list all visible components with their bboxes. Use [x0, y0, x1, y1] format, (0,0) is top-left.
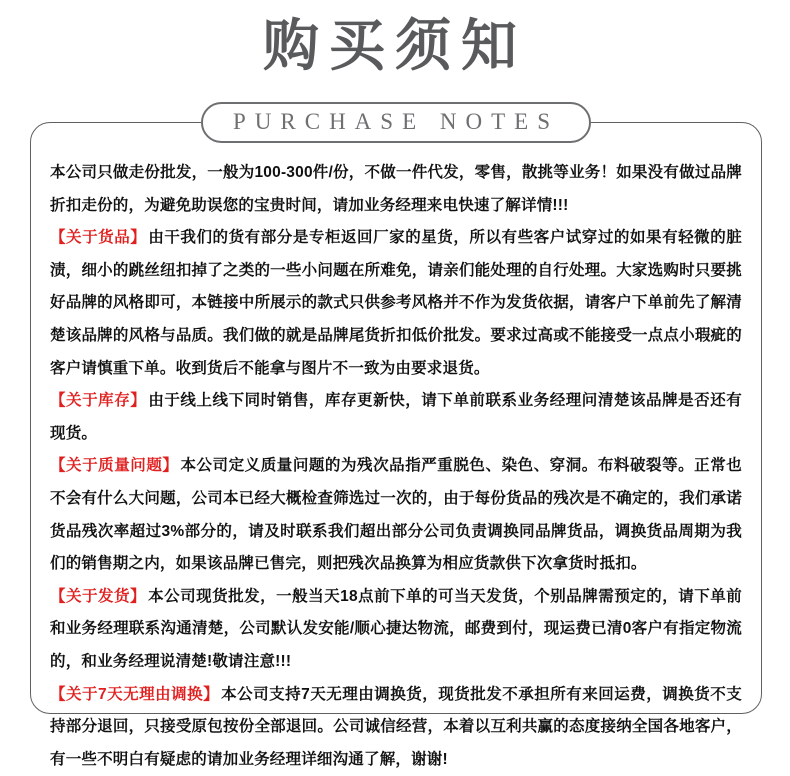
notes-panel	[30, 122, 762, 714]
section-shipping	[50, 581, 742, 679]
page-subtitle: PURCHASE NOTES	[233, 109, 559, 134]
section-exchange-label: 【关于7天无理由调换】	[50, 686, 221, 703]
purchase-notes-page	[0, 14, 790, 757]
section-goods-label: 【关于货品】	[50, 229, 148, 246]
section-exchange-text: 本公司支持7天无理由调换货，现货批发不承担所有来回运费，调换货不支持部分退回，只接受原包按份全部退回。公司诚信经营，本着以互利共赢的态度接纳全国各地客户，有一些不明白有疑虑的请加业务经理详细沟通了解，谢谢!	[50, 686, 742, 768]
section-shipping-label: 【关于发货】	[50, 588, 148, 605]
section-quality	[50, 450, 742, 580]
notes-body	[50, 157, 742, 776]
section-quality-text: 本公司定义质量问题的为残次品指严重脱色、染色、穿洞。布料破裂等。正常也不会有什么大问题，公司本已经大概检查筛选过一次的，由于每份货品的残次是不确定的，我们承诺货品残次率超过3%部分的，请及时联系我们超出部分公司负责调换同品牌货品，调换货品周期为我们的销售期之内，如果该品牌已售完，则把残次品换算为相应货款供下次拿货时抵扣。	[50, 457, 742, 572]
section-exchange	[50, 679, 742, 776]
intro-paragraph	[50, 157, 742, 222]
section-shipping-text: 本公司现货批发，一般当天18点前下单的可当天发货，个别品牌需预定的，请下单前和业务经理联系沟通清楚，公司默认发安能/顺心捷达物流，邮费到付，现运费已清0客户有指定物流的，和业务经理说清楚!敬请注意!!!	[50, 588, 742, 670]
intro-text: 本公司只做走份批发，一般为100-300件/份，不做一件代发，零售，散挑等业务！如果没有做过品牌折扣走份的，为避免助误您的宝贵时间，请加业务经理来电快速了解详情!!!	[50, 164, 742, 214]
page-title: 购买须知	[0, 14, 790, 81]
section-stock	[50, 385, 742, 450]
section-stock-label: 【关于库存】	[50, 392, 148, 409]
section-goods-text: 由干我们的货有部分是专柜返回厂家的星货，所以有些客户试穿过的如果有轻微的脏渍，细小的跳丝纽扣掉了之类的一些小问题在所难免，请亲们能处理的自行处理。大家选购时只要挑好品牌的风格即可，本链接中所展示的款式只供参考风格并不作为发货依据，请客户下单前先了解清楚该品牌的风格与品质。我们做的就是品牌尾货折扣低价批发。要求过高或不能接受一点点小瑕疵的客户请慎重下单。收到货后不能拿与图片不一致为由要求退货。	[50, 229, 742, 376]
subtitle-capsule	[201, 102, 591, 143]
section-stock-text: 由于线上线下同时销售，库存更新快，请下单前联系业务经理问清楚该品牌是否还有现货。	[50, 392, 742, 442]
section-quality-label: 【关于质量问题】	[50, 457, 180, 474]
section-goods	[50, 222, 742, 385]
